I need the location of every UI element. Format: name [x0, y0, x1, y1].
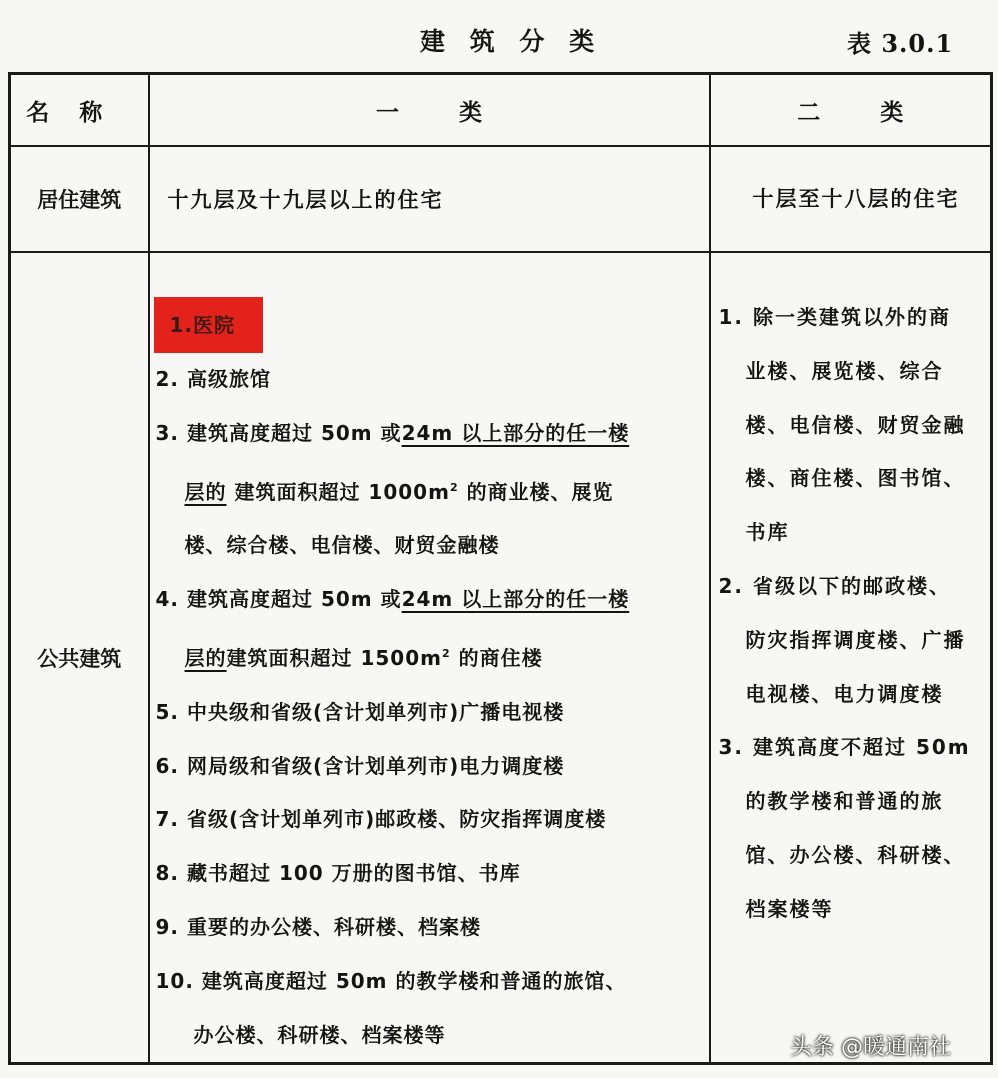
list-item: 2. 高级旅馆	[155, 367, 271, 391]
header-class-two: 二类	[710, 74, 992, 147]
list-item-continuation: 防灾指挥调度楼、广播电视楼、电力调度楼	[745, 627, 966, 706]
list-item: 8. 藏书超过 100 万册的图书馆、书库	[155, 861, 521, 886]
list-item: 3. 建筑高度不超过 50m	[718, 735, 971, 760]
public-name: 公共建筑	[10, 252, 149, 1064]
public-class-one	[149, 252, 710, 1064]
header-row	[10, 74, 992, 147]
table-title: 建 筑 分 类	[420, 27, 603, 56]
residential-class-two: 十层至十八层的住宅	[710, 146, 992, 252]
watermark: 头条 @暖通南社	[790, 1035, 951, 1060]
list-item: 层的 建筑面积超过 $1000m^2$ 的商业楼、展览	[184, 479, 614, 504]
list-item: 2. 省级以下的邮政楼、	[718, 573, 951, 598]
list-item: 办公楼、科研楼、档案楼等	[193, 1022, 446, 1047]
list-item	[156, 297, 701, 353]
list-item: 1. 除一类建筑以外的商	[718, 305, 951, 329]
building-classification-table	[8, 72, 993, 1065]
list-item: 10. 建筑高度超过 50m 的教学楼和普通的旅馆、	[155, 968, 627, 993]
list-item-continuation: 的教学楼和普通的旅馆、办公楼、科研楼、档案楼等	[745, 789, 966, 921]
list-item: 9. 重要的办公楼、科研楼、档案楼	[155, 914, 481, 939]
public-row	[10, 252, 992, 1064]
residential-class-one: 十九层及十九层以上的住宅	[149, 146, 710, 252]
highlighted-item-hospital: 1.医院	[154, 297, 264, 353]
list-item: 7. 省级(含计划单列市)邮政楼、防灾指挥调度楼	[155, 807, 607, 832]
list-item-continuation: 业楼、展览楼、综合楼、电信楼、财贸金融楼、商住楼、图书馆、书库	[745, 358, 966, 545]
table-number: 表 3.0.1	[847, 29, 954, 58]
list-item: 6. 网局级和省级(含计划单列市)电力调度楼	[155, 753, 565, 778]
list-item: 3. 建筑高度超过 50m 或24m 以上部分的任一楼	[155, 420, 630, 445]
list-item: 5. 中央级和省级(含计划单列市)广播电视楼	[155, 699, 565, 724]
list-item: 层的建筑面积超过 $1500m^2$ 的商住楼	[184, 645, 543, 670]
residential-name: 居住建筑	[10, 146, 149, 252]
list-item: 楼、综合楼、电信楼、财贸金融楼	[184, 533, 500, 558]
list-item: 4. 建筑高度超过 50m 或24m 以上部分的任一楼	[155, 587, 630, 612]
header-name: 名称	[10, 74, 149, 147]
residential-row	[10, 146, 992, 252]
public-class-two	[710, 252, 992, 1064]
header-class-one: 一类	[149, 74, 710, 147]
